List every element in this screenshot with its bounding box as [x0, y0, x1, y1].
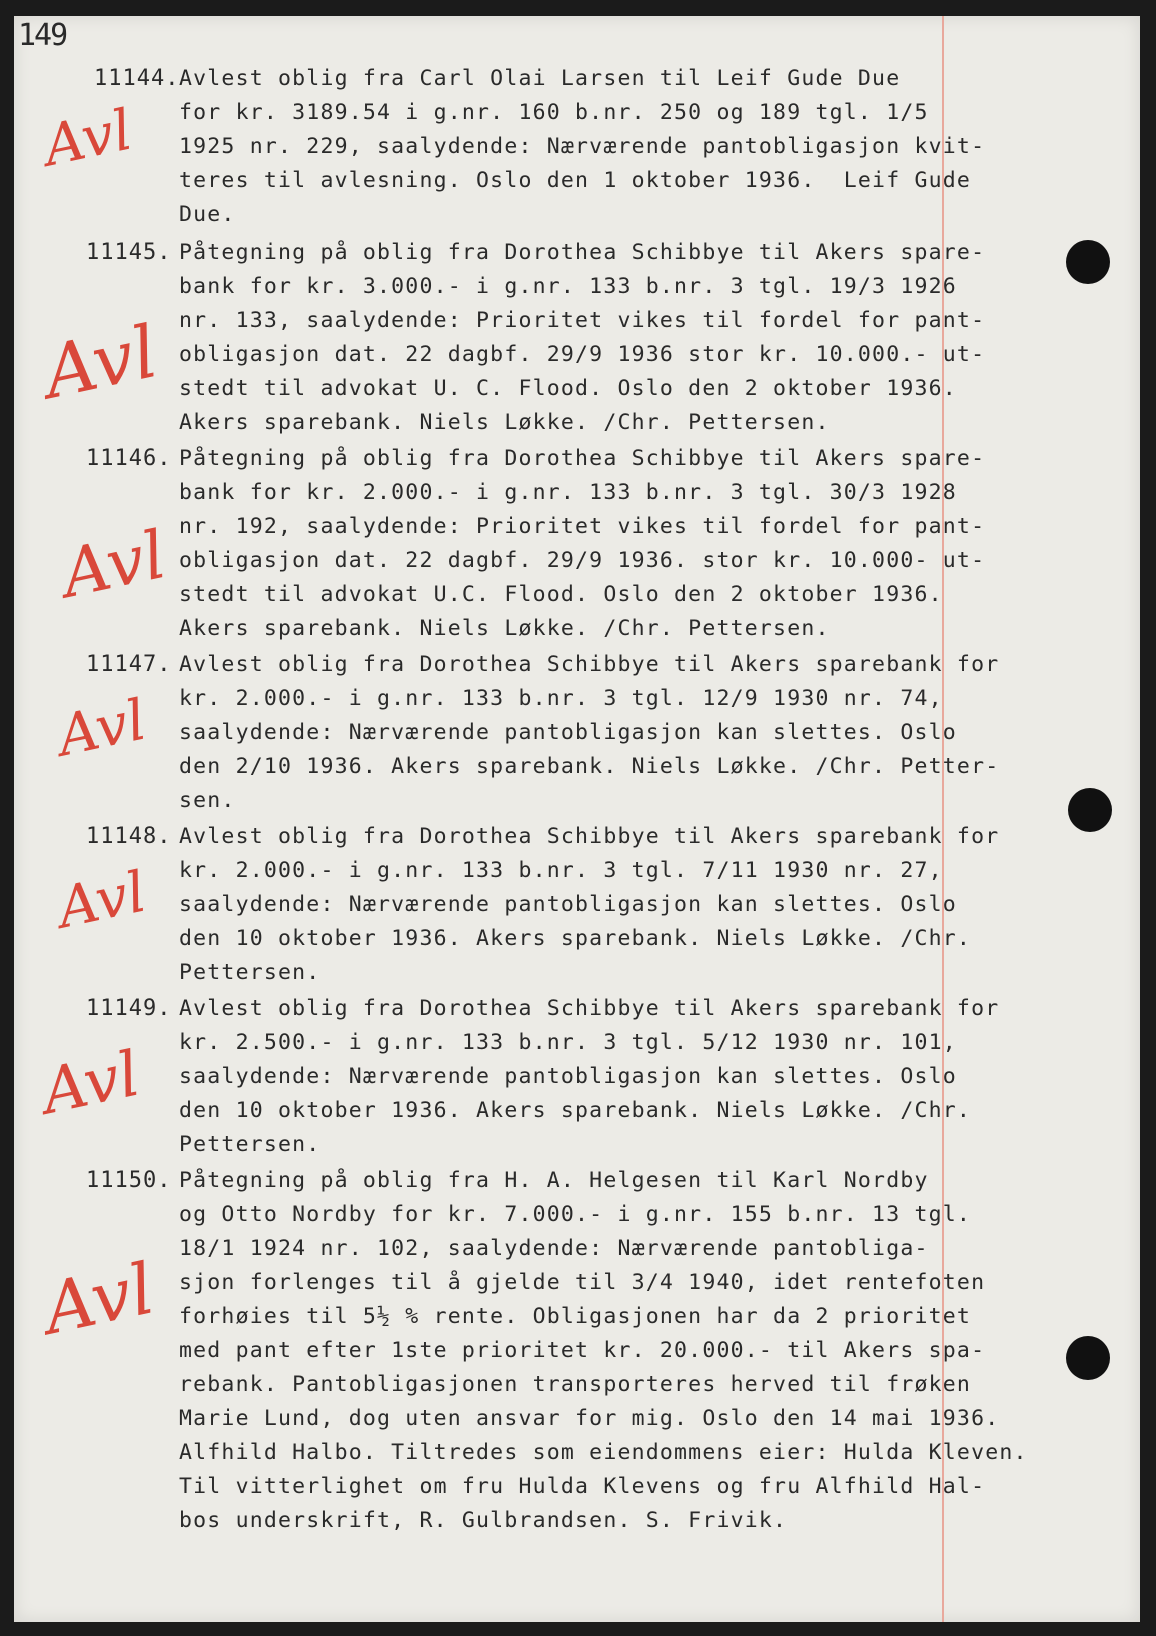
register-page — [14, 16, 1140, 1622]
entry-line: teres til avlesning. Oslo den 1 oktober 1936. Leif Gude — [179, 168, 972, 193]
entry-line: Alfhild Halbo. Tiltredes som eiendommens eier: Hulda Kleven. — [179, 1440, 1028, 1465]
entry-number: 11149. — [86, 996, 172, 1021]
red-marginal-mark: Avl — [38, 97, 138, 180]
entry-line: forhøies til 5½ % rente. Obligasjonen har da 2 prioritet — [179, 1304, 972, 1329]
entry-line: 1925 nr. 229, saalydende: Nærværende pantobligasjon kvit- — [179, 134, 986, 159]
red-marginal-mark: Avl — [55, 516, 173, 613]
entry-line: Marie Lund, dog uten ansvar for mig. Oslo den 14 mai 1936. — [179, 1406, 1000, 1431]
entry-number: 11144. — [94, 66, 180, 91]
entry-line: Påtegning på oblig fra Dorothea Schibbye til Akers spare- — [179, 446, 986, 471]
entry-line: 18/1 1924 nr. 102, saalydende: Nærværende pantobliga- — [179, 1236, 929, 1261]
entry-line: med pant efter 1ste prioritet kr. 20.000.- til Akers spa- — [179, 1338, 986, 1363]
entry-line: Påtegning på oblig fra Dorothea Schibbye til Akers spare- — [179, 240, 986, 265]
entry-line: Due. — [179, 202, 236, 227]
red-marginal-mark: Avl — [35, 1036, 146, 1129]
entry-line: Pettersen. — [179, 960, 321, 985]
red-marginal-mark: Avl — [52, 859, 152, 942]
entry-line: Akers sparebank. Niels Løkke. /Chr. Pettersen. — [179, 410, 830, 435]
entry-line: rebank. Pantobligasjonen transporteres herved til frøken — [179, 1372, 972, 1397]
punch-hole — [1066, 1336, 1110, 1380]
entry-number: 11145. — [86, 240, 172, 265]
entry-line: Til vitterlighet om fru Hulda Klevens og fru Alfhild Hal- — [179, 1474, 986, 1499]
entry-line: den 10 oktober 1936. Akers sparebank. Niels Løkke. /Chr. — [179, 926, 972, 951]
entry-number: 11147. — [86, 652, 172, 677]
entry-line: Avlest oblig fra Carl Olai Larsen til Leif Gude Due — [179, 66, 901, 91]
entry-line: saalydende: Nærværende pantobligasjon kan slettes. Oslo — [179, 892, 957, 917]
entry-line: og Otto Nordby for kr. 7.000.- i g.nr. 155 b.nr. 13 tgl. — [179, 1202, 972, 1227]
entry-line: for kr. 3189.54 i g.nr. 160 b.nr. 250 og 189 tgl. 1/5 — [179, 100, 929, 125]
entry-line: kr. 2.000.- i g.nr. 133 b.nr. 3 tgl. 12/9 1930 nr. 74, — [179, 686, 943, 711]
entry-number: 11148. — [86, 824, 172, 849]
entry-line: bank for kr. 2.000.- i g.nr. 133 b.nr. 3 tgl. 30/3 1928 — [179, 480, 957, 505]
entry-line: sjon forlenges til å gjelde til 3/4 1940, idet rentefoten — [179, 1270, 986, 1295]
folio-number: 149 — [18, 18, 67, 53]
entry-line: den 2/10 1936. Akers sparebank. Niels Løkke. /Chr. Petter- — [179, 754, 1000, 779]
entry-line: Avlest oblig fra Dorothea Schibbye til Akers sparebank for — [179, 824, 1000, 849]
punch-hole — [1066, 240, 1110, 284]
entry-line: Pettersen. — [179, 1132, 321, 1157]
punch-hole — [1068, 788, 1112, 832]
entry-line: kr. 2.500.- i g.nr. 133 b.nr. 3 tgl. 5/12 1930 nr. 101, — [179, 1030, 957, 1055]
entry-number: 11146. — [86, 446, 172, 471]
entry-line: stedt til advokat U.C. Flood. Oslo den 2 oktober 1936. — [179, 582, 943, 607]
entry-line: nr. 133, saalydende: Prioritet vikes til fordel for pant- — [179, 308, 986, 333]
entry-line: den 10 oktober 1936. Akers sparebank. Niels Løkke. /Chr. — [179, 1098, 972, 1123]
entry-line: saalydende: Nærværende pantobligasjon kan slettes. Oslo — [179, 720, 957, 745]
entry-line: saalydende: Nærværende pantobligasjon kan slettes. Oslo — [179, 1064, 957, 1089]
entry-line: Avlest oblig fra Dorothea Schibbye til Akers sparebank for — [179, 996, 1000, 1021]
entry-line: obligasjon dat. 22 dagbf. 29/9 1936 stor kr. 10.000.- ut- — [179, 342, 986, 367]
red-marginal-mark: Avl — [36, 309, 165, 415]
red-marginal-mark: Avl — [36, 1247, 161, 1351]
entry-line: sen. — [179, 788, 236, 813]
entry-line: Akers sparebank. Niels Løkke. /Chr. Pettersen. — [179, 616, 830, 641]
entry-number: 11150. — [86, 1168, 172, 1193]
entry-line: stedt til advokat U. C. Flood. Oslo den 2 oktober 1936. — [179, 376, 957, 401]
entry-line: obligasjon dat. 22 dagbf. 29/9 1936. stor kr. 10.000- ut- — [179, 548, 986, 573]
entry-line: nr. 192, saalydende: Prioritet vikes til fordel for pant- — [179, 514, 986, 539]
entry-line: Påtegning på oblig fra H. A. Helgesen til Karl Nordby — [179, 1168, 929, 1193]
red-marginal-mark: Avl — [52, 687, 152, 770]
entry-line: bank for kr. 3.000.- i g.nr. 133 b.nr. 3 tgl. 19/3 1926 — [179, 274, 957, 299]
entry-line: kr. 2.000.- i g.nr. 133 b.nr. 3 tgl. 7/11 1930 nr. 27, — [179, 858, 943, 883]
entry-line: bos underskrift, R. Gulbrandsen. S. Frivik. — [179, 1508, 788, 1533]
entry-line: Avlest oblig fra Dorothea Schibbye til Akers sparebank for — [179, 652, 1000, 677]
